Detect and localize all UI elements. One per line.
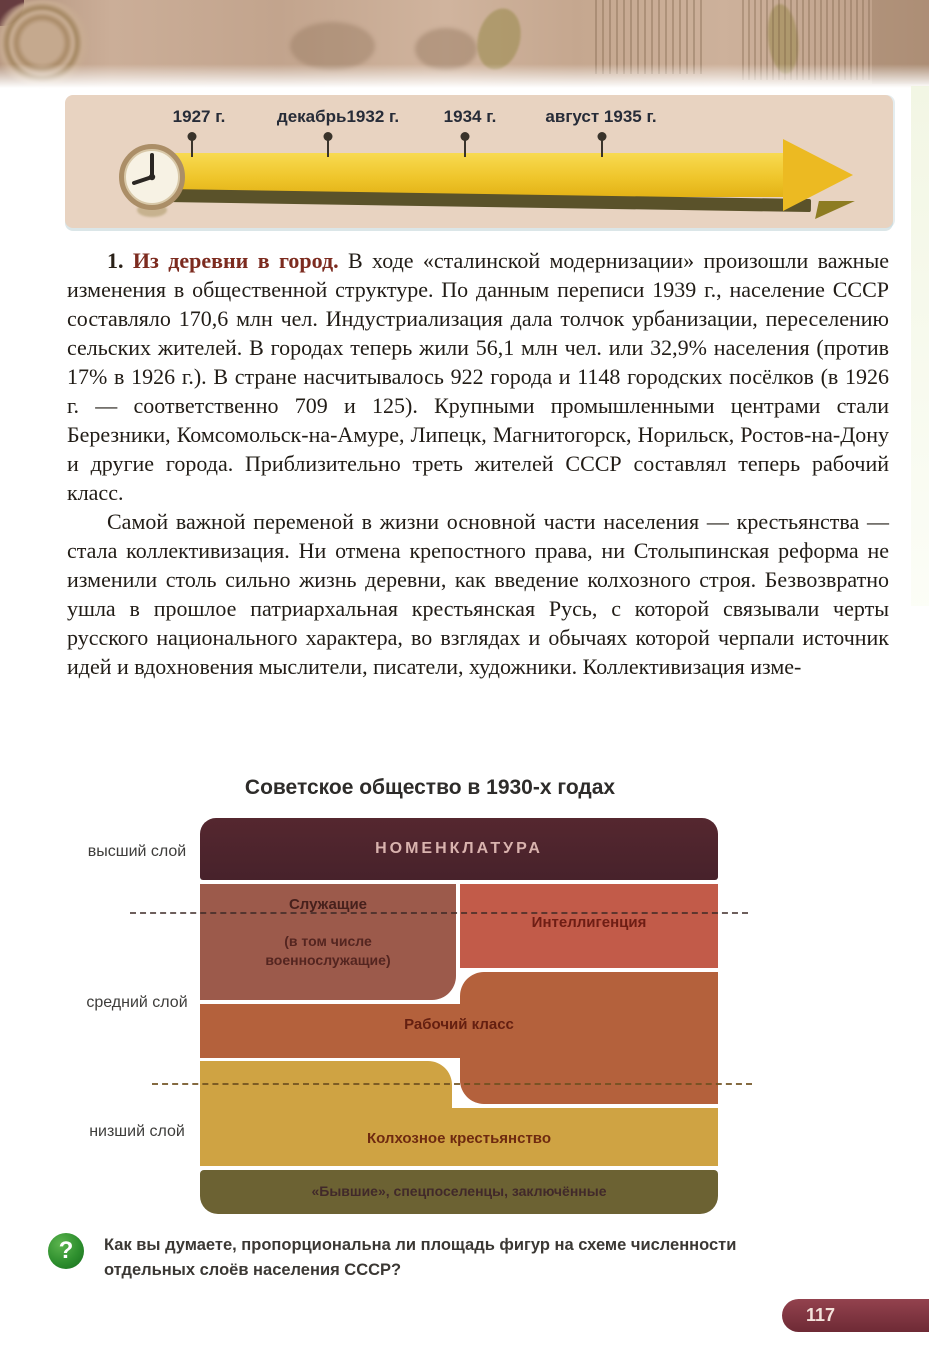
- collage-buildings-decoration: [742, 0, 870, 80]
- layer-label: Служащие: [288, 896, 368, 913]
- timeline-arrowhead-fold: [815, 201, 855, 219]
- layer-sublabel: (в том числе военнослужащие): [265, 933, 391, 968]
- question-text: Как вы думаете, пропорциональна ли площадь фигур на схеме численности отдельных слоёв населения СССР?: [104, 1236, 737, 1279]
- dashed-line-upper: [130, 912, 748, 914]
- layer-label: «Бывшие», спецпоселенцы, заключённые: [311, 1183, 607, 1199]
- timeline-marker-stem: [601, 139, 603, 157]
- stratum-label-upper: высший слой: [87, 843, 187, 860]
- section-number: 1.: [107, 248, 124, 273]
- clock-icon: [118, 143, 186, 211]
- page-edge-tint: [911, 86, 929, 606]
- timeline-date: декабрь1932 г.: [276, 107, 400, 126]
- timeline-marker-stem: [464, 139, 466, 157]
- collage-figure-decoration: [415, 28, 477, 70]
- timeline-panel: [65, 95, 893, 228]
- layer-label: Интеллигенция: [531, 914, 647, 931]
- header-collage: [0, 0, 929, 88]
- layer-label: Колхозное крестьянство: [366, 1130, 551, 1147]
- timeline-marker-stem: [191, 139, 193, 157]
- paragraph-text: В ходе «сталинской модернизации» произошли важные изменения в общественной структуре. По данным переписи 1939 г., население СССР составляло 170,6 млн чел. Индустриализация дала толчок урбанизации, переселению сельских жителей. В городах теперь жили 56,1 млн чел. или 32,9% населения (против 17% в 1926 г.). В стране насчитывалось 922 города и 1148 городских посёлков (в 1926 г. — соответственно 709 и 125). Крупными промышленными центрами стали Березники, Комсомольск-на-Амуре, Липецк, Магнитогорск, Норильск, Ростов-на-Дону и другие города. Приблизительно треть жителей СССР составлял теперь рабочий класс.: [67, 248, 890, 505]
- collage-accent-decoration: [471, 4, 527, 74]
- society-diagram: [200, 818, 718, 1214]
- layer-label: НОМЕНКЛАТУРА: [375, 840, 543, 857]
- section-paragraph: [67, 246, 889, 507]
- section-title: Из деревни в город.: [132, 248, 339, 273]
- collage-figure-decoration: [290, 22, 375, 70]
- timeline-date: 1934 г.: [443, 107, 497, 126]
- layer-nomenklatura: [200, 818, 718, 880]
- collage-buildings-decoration: [872, 0, 929, 84]
- medallion-icon: [0, 0, 94, 86]
- dashed-line-lower: [152, 1083, 752, 1085]
- layer-byvshie: [200, 1170, 718, 1214]
- collage-buildings-decoration: [595, 0, 707, 74]
- layer-sluzhashchie: [200, 884, 456, 1000]
- diagram-title: Советское общество в 1930-х годах: [244, 776, 616, 799]
- layer-label: Рабочий класс: [404, 1016, 514, 1033]
- article-text: [67, 246, 889, 681]
- page-number-badge: 117: [782, 1299, 929, 1332]
- timeline-marker-stem: [327, 139, 329, 157]
- timeline-date: 1927 г.: [172, 107, 226, 126]
- stratum-label-lower: низший слой: [89, 1123, 185, 1140]
- section-paragraph: Самой важной переменой в жизни основной части населения — крестьянства — стала коллективизация. Ни отмена крепостного права, ни Столыпинская реформа не изменили столь сильно жизнь деревни, как введение колхозного строя. Безвозвратно ушла в прошлое патриархальная крестьянская Русь, с которой связывали черты русского национального характера, во взглядах и обычаях которой черпали источник идей и вдохновения мыслители, писатели, художники. Коллективизация изме-: [67, 509, 889, 679]
- stratum-label-middle: средний слой: [86, 994, 188, 1011]
- question-mark-icon: ?: [48, 1233, 84, 1269]
- timeline-date: август 1935 г.: [545, 107, 657, 126]
- layer-intelligentsia: [460, 884, 718, 968]
